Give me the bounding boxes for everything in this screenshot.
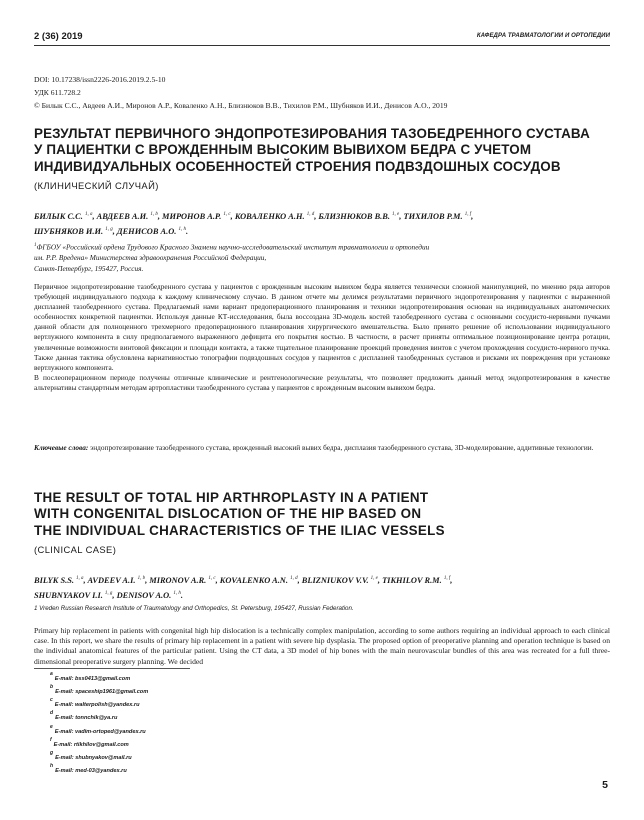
author: BLIZNIUKOV V.V. $^{1, e}$, [301, 575, 383, 585]
footnote-email: $^f$E-mail: rtikhilov@gmail.com [50, 736, 129, 748]
footnote-email: $^h$E-mail: med-03@yandex.ru [50, 763, 127, 774]
footnotes [50, 671, 148, 776]
article-title-ru [34, 126, 624, 175]
keywords-label: Ключевые слова: [34, 443, 89, 452]
department-name: КАФЕДРА ТРАВМАТОЛОГИИ И ОРТОПЕДИИ [476, 33, 610, 39]
issue-number: 2 (36) 2019 [34, 31, 83, 42]
affiliation-ru: $^1$ФГБОУ «Российский ордена Трудового Красного Знамени научно-исследовательский институт травматологии и ортопедии им. Р.Р. Вредена» Министерства здравоохранения Российской Федерации, Санкт-Петербург, 195427, Россия. [34, 242, 430, 274]
author: AVDEEV A.I. $^{1, b}$, [87, 575, 150, 585]
author: TIKHILOV R.M. $^{1, f}$, [382, 575, 453, 585]
footnote-email: $^d$E-mail: tonnchik@ya.ru [50, 710, 118, 722]
author: БЛИЗНЮКОВ В.В. $^{1, e}$, [318, 211, 404, 221]
footnote-email: $^a$E-mail: bss0413@gmail.com [50, 671, 131, 682]
title-line: У ПАЦИЕНТКИ С ВРОЖДЕННЫМ ВЫСОКИМ ВЫВИХОМ БЕДРА С УЧЕТОМ [34, 142, 532, 158]
author: БИЛЫК С.С. $^{1, a}$, [34, 211, 97, 221]
udk: УДК 611.728.2 [34, 88, 81, 97]
abstract-ru [34, 282, 610, 393]
title-line: THE INDIVIDUAL CHARACTERISTICS OF THE ILIAC VESSELS [34, 522, 445, 538]
article-subtitle-en: (CLINICAL CASE) [34, 544, 117, 555]
author: КОВАЛЕНКО А.Н. $^{1, d}$, [234, 211, 319, 221]
title-line: РЕЗУЛЬТАТ ПЕРВИЧНОГО ЭНДОПРОТЕЗИРОВАНИЯ ТАЗОБЕДРЕННОГО СУСТАВА [34, 126, 590, 141]
author: SHUBNYAKOV I.I. $^{1, g}$, [34, 590, 117, 600]
article-subtitle-ru: (КЛИНИЧЕСКИЙ СЛУЧАЙ) [34, 180, 159, 191]
author: МИРОНОВ А.Р. $^{1, c}$, [162, 211, 235, 221]
footnote-divider [34, 668, 190, 669]
running-header [34, 31, 610, 45]
abstract-en: Primary hip replacement in patients with congenital high hip dislocation is a technically complex manipulation, according to some authors requiring an individual approach to each clinical case. In this report, we share the results of primary hip replacement in a patient with severe hip dysplasia. The proposed option of preoperative planning and operation technique is based on the individual anatomical features of the particular patient. Using the CT data, a 3D model of hip bones with the main neurovascular bundles of this area was recreated for a full three-dimensional preoperative surgery planning. We decided [34, 626, 610, 666]
author: MIRONOV A.R. $^{1, c}$, [149, 575, 220, 585]
abstract-paragraph: Первичное эндопротезирование тазобедренного сустава у пациентов с врожденным высоким вывихом бедра является технически сложной манипуляцией, по мнению ряда авторов требующей индивидуального подхода к каждому клиническому случаю. В данном отчете мы делимся результатами первичного эндопротезирования у пациентки с выраженной дисплазией тазобедренного сустава. Предлагаемый нами вариант предоперационного планирования и техники эндопротезирования основан на индивидуальных анатомических особенностях конкретной пациентки. Используя данные КТ-исследования, была воссоздана 3D-модель костей тазобедренного сустава с основными сосудисто-нервными пучками данной области для полноценного трехмерного предоперационного планирования хирургического вмешательства. Было принято решение об использовании индивидуального вертлужного компонента в силу предполагаемого выраженного дефицита его покрытия костью. В частности, в расчет приняты оптимальное позиционирование центра ротации, увеличенные возможности винтовой фиксации и площади контакта, а также тщательное планирование проекций проведения винтов с учетом прохождения сосудисто-нервного пучка. Также данная тактика обусловлена вариативностью топографии подвздошных сосудов у пациентов с дисплазией тазобедренных суставов и рисками их повреждения при установке вертлужного компонента. [34, 282, 610, 372]
author: KOVALENKO A.N. $^{1, d}$, [219, 575, 302, 585]
page-number: 5 [602, 779, 608, 791]
copyright: © Билык С.С., Авдеев А.И., Миронов А.Р., Коваленко А.Н., Близнюков В.В., Тихилов Р.М., Шубняков И.И., Денисов А.О., 2019 [34, 101, 448, 110]
footnote-email: $^e$E-mail: vadim-ortoped@yandex.ru [50, 723, 146, 735]
author: ДЕНИСОВ А.О. $^{1, h}$. [116, 226, 189, 236]
author: ШУБНЯКОВ И.И. $^{1, g}$, [34, 226, 117, 236]
author: BILYK S.S. $^{1, a}$, [34, 575, 88, 585]
authors-ru [34, 208, 610, 238]
author: DENISOV A.O. $^{1, h}$. [116, 590, 183, 600]
authors-en [34, 572, 610, 602]
affiliation-en: 1 Vreden Russian Research Institute of Traumatology and Orthopedics, St. Petersburg, 195427, Russian Federation. [34, 605, 354, 612]
title-line: THE RESULT OF TOTAL HIP ARTHROPLASTY IN A PATIENT [34, 490, 429, 505]
article-title-en [34, 490, 624, 539]
keywords-ru [34, 443, 610, 453]
footnote-email: $^b$E-mail: spaceship1961@gmail.com [50, 684, 149, 696]
keywords-text: эндопротезирование тазобедренного сустава, врожденный высокий вывих бедра, дисплазия тазобедренного сустава, 3D-моделирование, аддитивные технологии. [90, 443, 594, 452]
doi: DOI: 10.17238/issn2226-2016.2019.2.5-10 [34, 75, 166, 84]
author: ТИХИЛОВ Р.М. $^{1, f}$, [403, 211, 474, 221]
title-line: WITH CONGENITAL DISLOCATION OF THE HIP BASED ON [34, 506, 422, 522]
author: АВДЕЕВ А.И. $^{1, b}$, [96, 211, 162, 221]
footnote-email: $^c$E-mail: walterpolish@yandex.ru [50, 697, 140, 709]
title-line: ИНДИВИДУАЛЬНЫХ ОСОБЕННОСТЕЙ СТРОЕНИЯ ПОДВЗДОШНЫХ СОСУДОВ [34, 158, 561, 174]
abstract-paragraph: В послеоперационном периоде получены отличные клинические и рентгенологические результаты, что позволяет предложить данный метод эндопротезирования в качестве альтернативы стандартным методам артропластики тазобедренного сустава у пациентов с врожденным высоким вывихом бедра. [34, 372, 610, 392]
footnote-email: $^g$E-mail: shubnyakov@mail.ru [50, 749, 132, 761]
header-divider [34, 45, 610, 46]
